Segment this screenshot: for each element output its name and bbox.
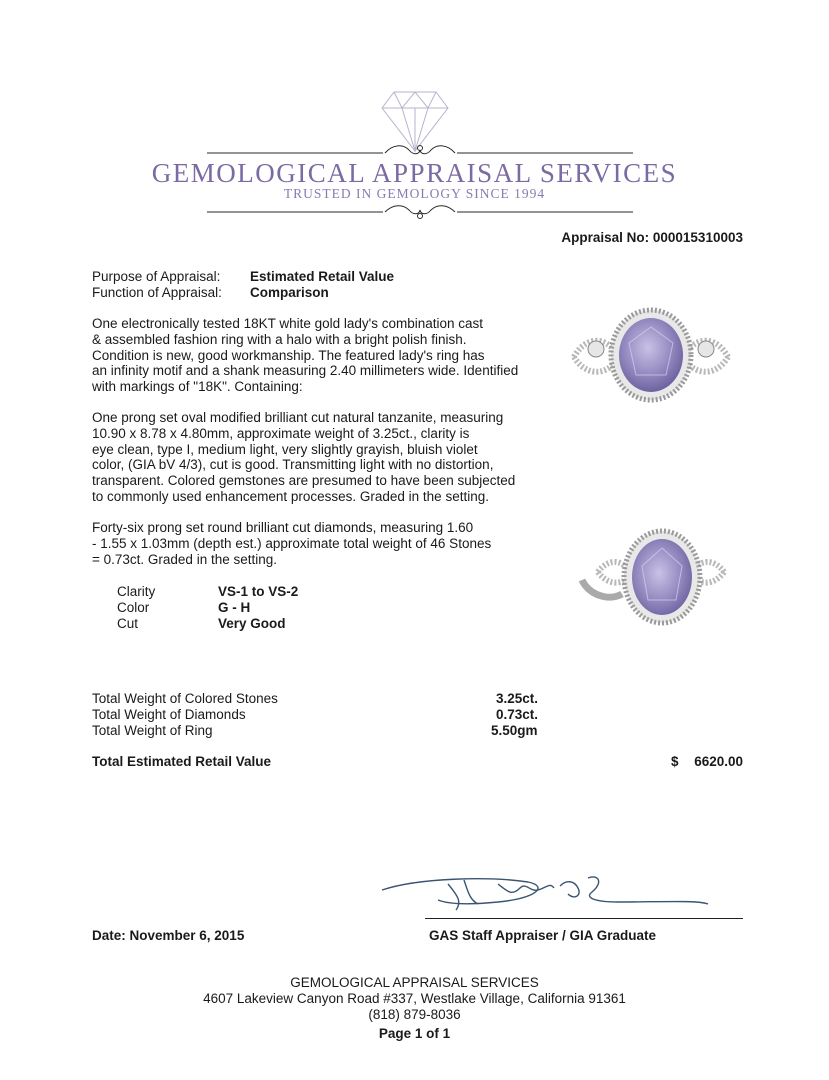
signature-line: [425, 918, 743, 919]
function-value: Comparison: [250, 285, 329, 300]
company-tagline: TRUSTED IN GEMOLOGY SINCE 1994: [283, 186, 546, 201]
appraisal-date: Date: November 6, 2015: [92, 928, 245, 943]
retail-value-currency: $: [671, 754, 679, 769]
footer-company: GEMOLOGICAL APPRAISAL SERVICES: [290, 975, 539, 990]
purpose-label: Purpose of Appraisal:: [92, 269, 221, 284]
clarity-value: VS-1 to VS-2: [218, 584, 299, 599]
diamond-description-line: = 0.73ct. Graded in the setting.: [92, 551, 277, 567]
total-diamonds-label: Total Weight of Diamonds: [92, 707, 246, 722]
gemstone-description-line: One prong set oval modified brilliant cut natural tanzanite, measuring: [92, 410, 504, 425]
function-label: Function of Appraisal:: [92, 285, 222, 300]
gemstone-description-line: color, (GIA bV 4/3), cut is good. Transmitting light with no distortion,: [92, 457, 494, 473]
gemstone-description-line: eye clean, type I, medium light, very slightly grayish, bluish violet: [92, 441, 478, 457]
ring-description: [92, 316, 532, 395]
total-colored-stones-value: 3.25ct.: [496, 691, 539, 706]
clarity-label: Clarity: [117, 584, 156, 599]
ring-description-line: Condition is new, good workmanship. The featured lady's ring has: [92, 347, 485, 363]
ring-photo-bottom: [578, 522, 728, 627]
ring-description-line: with markings of "18K". Containing:: [92, 379, 303, 395]
appraiser-signature-icon: [378, 870, 723, 920]
ring-photo-top: [566, 305, 736, 405]
total-colored-stones-label: Total Weight of Colored Stones: [92, 691, 278, 706]
purpose-value: Estimated Retail Value: [250, 269, 395, 284]
gemstone-description-line: transparent. Colored gemstones are presumed to have been subjected: [92, 473, 516, 489]
retail-value-label: Total Estimated Retail Value: [92, 754, 272, 769]
company-logo-title: GEMOLOGICAL APPRAISAL SERVICES: [151, 158, 678, 188]
diamond-description-line: Forty-six prong set round brilliant cut diamonds, measuring 1.60: [92, 520, 474, 535]
retail-value-amount: 6620.00: [694, 754, 743, 769]
total-diamonds-value: 0.73ct.: [496, 707, 539, 722]
color-label: Color: [117, 600, 150, 615]
page-number: Page 1 of 1: [378, 1026, 451, 1041]
appraiser-title: GAS Staff Appraiser / GIA Graduate: [429, 928, 657, 943]
ornament-divider-bottom-icon: [205, 202, 635, 222]
gemstone-description: [92, 410, 532, 505]
footer-address: 4607 Lakeview Canyon Road #337, Westlake Village, California 91361: [203, 991, 626, 1006]
diamond-description: [92, 520, 532, 567]
appraisal-number: Appraisal No: 000015310003: [561, 230, 743, 245]
ring-description-line: an infinity motif and a shank measuring 2.40 millimeters wide. Identified: [92, 363, 519, 379]
ring-description-line: & assembled fashion ring with a halo with a bright polish finish.: [92, 331, 467, 347]
gemstone-description-line: to commonly used enhancement processes. Graded in the setting.: [92, 488, 489, 504]
total-ring-weight-value: 5.50gm: [491, 723, 538, 738]
color-value: G - H: [218, 600, 251, 615]
cut-value: Very Good: [218, 616, 286, 631]
cut-label: Cut: [117, 616, 139, 631]
ornament-divider-top-icon: [205, 140, 635, 160]
gemstone-description-line: 10.90 x 8.78 x 4.80mm, approximate weight of 3.25ct., clarity is: [92, 425, 470, 441]
diamond-description-line: - 1.55 x 1.03mm (depth est.) approximate total weight of 46 Stones: [92, 535, 492, 551]
footer-phone: (818) 879-8036: [368, 1007, 461, 1022]
total-ring-weight-label: Total Weight of Ring: [92, 723, 213, 738]
ring-description-line: One electronically tested 18KT white gold lady's combination cast: [92, 316, 484, 331]
